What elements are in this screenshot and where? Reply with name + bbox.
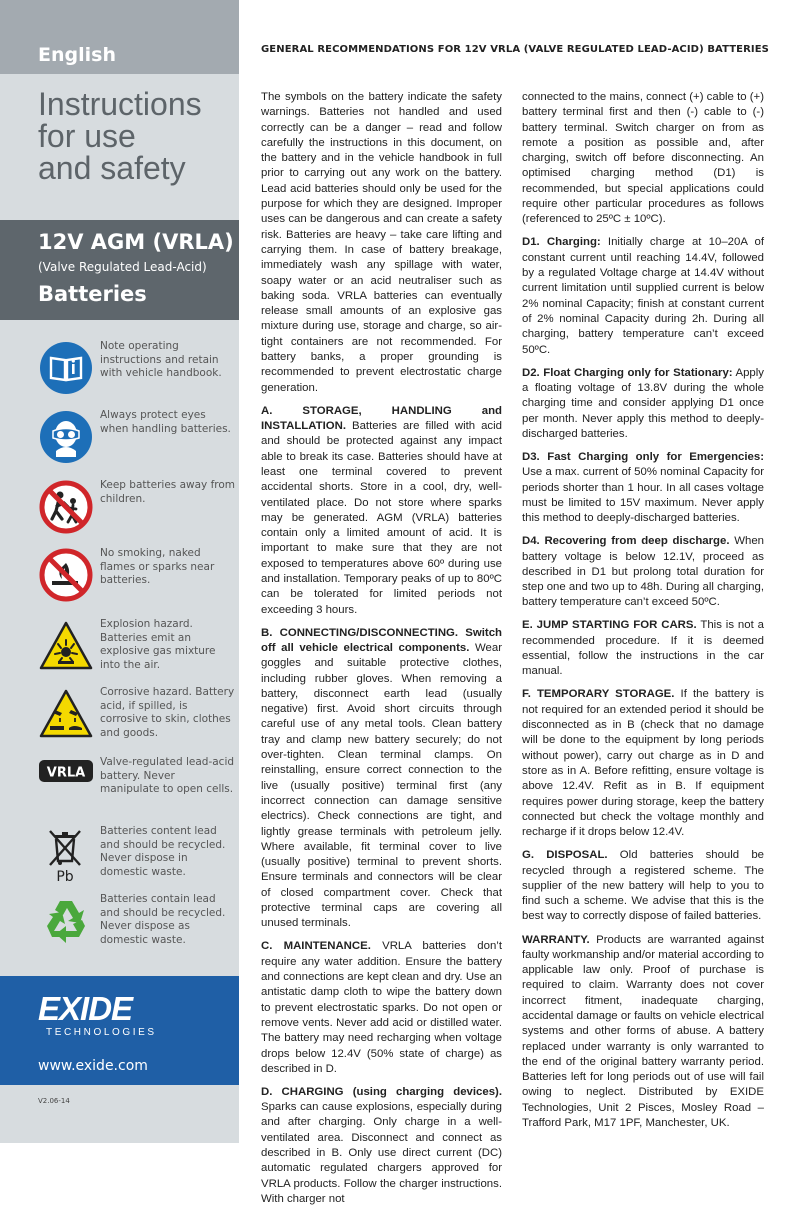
paragraph-text: Products are warranted against faulty workmanship and/or material according to applicable law only. Proof of purchase is required to claim. Warranty does not cover incorrect fitment, inadequate charging, accidental damage or faults on vehicle electrical systems and other forms of abuse. A battery replaced under warranty is only warranted to the end of the original battery warranty period. Batteries left for long periods out of use will fail owing to neglect. Distributed by EXIDE Technologies, Unit 2 Pisces, Mosley Road – Trafford Park, M17 1PF, Manchester, UK.: [522, 933, 764, 1130]
title-line-2: for use: [38, 118, 136, 154]
product-description: (Valve Regulated Lead-Acid): [38, 260, 207, 274]
crossed-bin-icon: [38, 825, 94, 885]
paragraph-heading: D1. Charging:: [522, 236, 601, 249]
eye-protection-icon: [38, 409, 94, 465]
paragraph-text: This is not a recommended procedure. If it is deemed essential, follow the instructions in the car manual.: [522, 619, 764, 678]
logo-wordmark: EXIDE: [38, 990, 133, 1027]
paragraph: [522, 366, 764, 442]
symbol-description: No smoking, naked flames or sparks near batteries.: [100, 547, 215, 587]
paragraph-heading: A. STORAGE, HANDLING and INSTALLATION.: [261, 404, 502, 433]
vrla-icon: [38, 756, 94, 786]
page-title: [38, 88, 233, 184]
paragraph-text: Apply a floating voltage of 13.8V during the whole charging time and consider applying D1 once per month. Never apply this method to deeply-discharged batteries.: [522, 366, 764, 440]
paragraph-heading: D3. Fast Charging only for Emergencies:: [522, 450, 764, 463]
paragraph-heading: G. DISPOSAL.: [522, 849, 608, 862]
vrla-label: VRLA: [46, 765, 86, 781]
title-line-3: and safety: [38, 150, 186, 186]
language-bar: [0, 0, 239, 74]
symbol-description: Note operating instructions and retain with vehicle handbook.: [100, 340, 222, 380]
product-type: Batteries: [38, 282, 147, 306]
symbol-description: Corrosive hazard. Battery acid, if spilled, is corrosive to skin, clothes and goods.: [100, 686, 235, 740]
paragraph-text: The symbols on the battery indicate the safety warnings. Batteries not handled and used correctly can be a danger – read and follow carefully the instructions in this document, on the battery and in the vehicle handbook in full prior to carrying out any work on the battery. Lead acid batteries should only be used for the purpose for which they are designed. Improper uses can be dangerous and can create a safety risk. Batteries are heavy – take care lifting and carrying them. In case of battery breakage, immediately wash any spillage with water, soapy water or an acid neutraliser such as baking soda. VRLA batteries can eventually release small amounts of an explosive gas mixture during use, storage and charge, so air-tight containers are not recommended. For battery banks, a proper grounding is recommended to prevent electrostatic charge generation.: [261, 91, 502, 394]
paragraph: [522, 450, 764, 526]
paragraph: [522, 933, 764, 1132]
paragraph: [522, 848, 764, 924]
paragraph-heading: B. CONNECTING/DISCONNECTING. Switch off all vehicle electrical components.: [261, 626, 502, 654]
section-header: GENERAL RECOMMENDATIONS FOR 12V VRLA (VALVE REGULATED LEAD-ACID) BATTERIES: [261, 44, 769, 55]
paragraph-text: When battery voltage is below 12.1V, proceed as described in D1 but prolong total duration for step one and two up to 48h. During all charging, battery temperature can’t exceed 50ºC.: [522, 535, 764, 609]
symbol-description: Explosion hazard. Batteries emit an explosive gas mixture into the air.: [100, 618, 216, 672]
no-smoking-icon: [38, 547, 94, 603]
title-line-1: Instructions: [38, 86, 202, 122]
recycle-icon: [38, 893, 94, 949]
paragraph: [261, 404, 502, 618]
paragraph: [261, 1085, 502, 1207]
explosion-hazard-icon: [38, 618, 94, 674]
sidebar: [0, 0, 239, 1143]
symbol-description: Batteries content lead and should be recycled. Never dispose in domestic waste.: [100, 825, 226, 879]
exide-logo: [38, 990, 198, 1038]
paragraph-text: If the battery is not required for an extended period it should be disconnected as in B (check that no damage will be done to the equipment by long periods without power), carry out charge as in D and store as in A. Before refitting, ensure voltage is above 12.4V. Refit as in B. If equipment requires power during storage, keep the battery connected but check the voltage monthly and recharge if it drops below 12.4V.: [522, 688, 764, 839]
paragraph: [522, 687, 764, 840]
paragraph-heading: WARRANTY.: [522, 933, 590, 946]
paragraph: [522, 235, 764, 357]
product-name: 12V AGM (VRLA): [38, 230, 234, 254]
symbol-description: Batteries contain lead and should be recycled. Never dispose as domestic waste.: [100, 893, 226, 947]
paragraph-text: Initially charge at 10–20A of constant current until reaching 14.4V, followed by a regulated Voltage charge at 14.4V without current limitation until supplied current is below 2% nominal Capacity; finish at constant current of 2% nominal Capacity during 2h. During all charging, battery temperature can’t exceed 50ºC.: [522, 236, 764, 356]
paragraph-text: Use a max. current of 50% nominal Capacity for periods shorter than 1 hour. In all cases voltage must be limited to 15V maximum. Never apply this method to deeply-discharged batteries.: [522, 466, 764, 525]
paragraph-heading: D2. Float Charging only for Stationary:: [522, 366, 733, 379]
paragraph-text: Old batteries should be recycled through a registered scheme. The supplier of the new battery will help to you to find such a scheme. We advise that this is the best way to correctly dispose of failed batteries.: [522, 849, 764, 923]
language-label: English: [38, 44, 116, 66]
paragraph: [261, 626, 502, 932]
symbol-description: Keep batteries away from children.: [100, 479, 236, 505]
paragraph-heading: E. JUMP STARTING FOR CARS.: [522, 619, 697, 632]
paragraph: [261, 90, 502, 396]
paragraph-heading: F. TEMPORARY STORAGE.: [522, 688, 675, 701]
paragraph: [261, 939, 502, 1077]
paragraph: [522, 90, 764, 228]
logo-subtitle: TECHNOLOGIES: [46, 1027, 157, 1038]
text-column-1: [261, 90, 502, 1215]
text-column-2: [522, 90, 764, 1139]
paragraph-text: Wear goggles and suitable protective clothes, including rubber gloves. When removing a battery, disconnect earth lead (usually negative) first. Avoid short circuits through careful use of any metal tools. Clean battery tray and clamp new battery securely; do not over-tighten. Clean terminal clamps. On reinstalling, ensure correct connection to the live (usually positive) terminal first (any incorrect connection can damage sensitive electrics). Check connections are tight, and lightly grease terminals with petroleum jelly. Where available, fit terminal cover to live (usually positive) terminal to prevent shorts. Ensure terminals and connectors will be clear of closed compartment cover. Check that protective terminal caps are covering all unused terminals.: [261, 641, 502, 930]
pb-label: Pb: [56, 869, 74, 885]
website-link[interactable]: www.exide.com: [38, 1058, 148, 1074]
paragraph-text: VRLA batteries don’t require any water addition. Ensure the battery and connections are kept clean and dry. Use an antistatic damp cloth to wipe the battery down to prevent electrostatic sparks. Do not open or remove vents. Never add acid or distilled water. The battery may need recharging when voltage drops below 12.4V (50% state of charge) as described in D.: [261, 940, 502, 1075]
symbol-description: Always protect eyes when handling batteries.: [100, 409, 231, 435]
paragraph: [522, 618, 764, 679]
paragraph-heading: D. CHARGING (using charging devices).: [261, 1085, 502, 1098]
paragraph-text: connected to the mains, connect (+) cable to (+) battery terminal first and then (-) cable to (-) battery terminal. Switch charger on from as remote a position as possible and, after charging, switch off before disconnecting. An optimised charging method (D1) is recommended, but special applications could require other particular procedures as follows (referenced to 25ºC ± 10ºC).: [522, 91, 764, 226]
manual-icon: [38, 340, 94, 396]
symbol-description: Valve-regulated lead-acid battery. Never manipulate to open cells.: [100, 756, 235, 796]
keep-away-children-icon: [38, 479, 94, 535]
product-banner: [0, 220, 239, 320]
brand-footer: [0, 976, 239, 1085]
paragraph-text: Sparks can cause explosions, especially during and after charging. Only charge in a well-ventilated area. Disconnect and connect as described in B. Only use direct current (DC) automatic regulated chargers approved for VRLA products. Follow the charger instructions. With charger not: [261, 1101, 502, 1205]
corrosive-hazard-icon: [38, 686, 94, 742]
paragraph: [522, 534, 764, 610]
paragraph-heading: C. MAINTENANCE.: [261, 940, 371, 953]
version-label: V2.06-14: [38, 1097, 70, 1105]
paragraph-text: Batteries are filled with acid and should be protected against any impact able to break its case. Batteries should have at least one terminal covered to prevent accidental shorts. Store in a cool, dry, well-ventilated place. Do not store where sparks may be generated. AGM (VRLA) batteries contain only a limited amount of acid. It is important to make sure that they are not exposed to temperatures above 60º during use and installation. Temporary peaks of up to 80ºC can be tolerated for limited periods not exceeding 3 hours.: [261, 420, 502, 616]
paragraph-heading: D4. Recovering from deep discharge.: [522, 535, 730, 548]
